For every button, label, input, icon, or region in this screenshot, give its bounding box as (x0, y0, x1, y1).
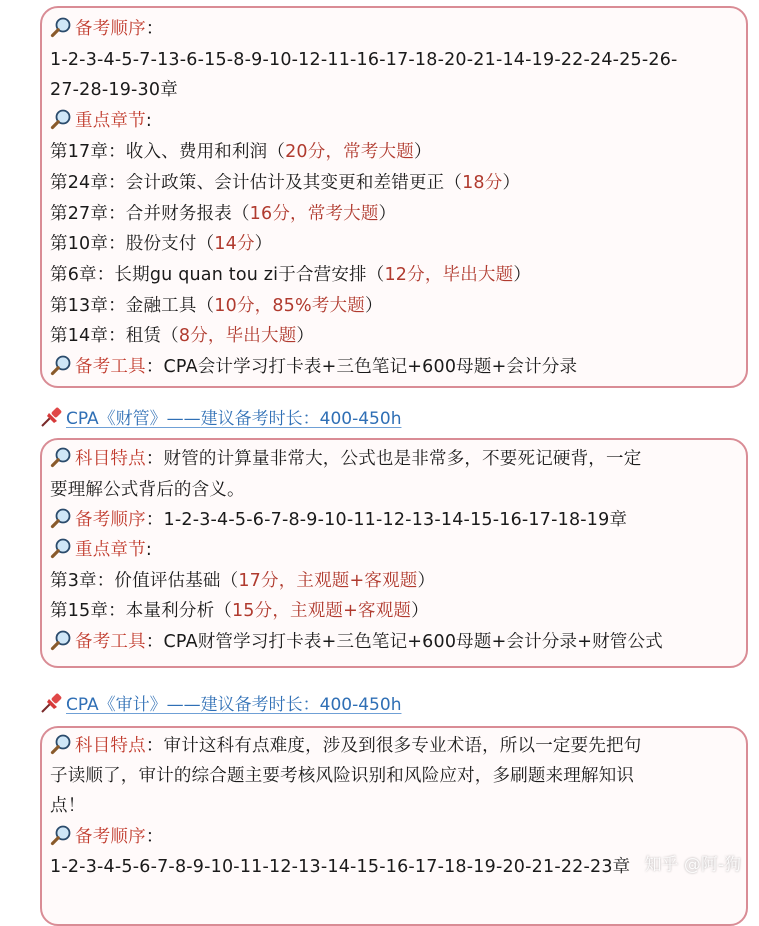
chapter-note: 10分，85%考大题 (214, 296, 365, 316)
chapter-note: 8分，毕出大题 (178, 326, 297, 346)
magnifier-icon (50, 733, 72, 755)
chapter-note: 15分，主观题+客观题 (231, 601, 412, 621)
pushpin-icon (40, 406, 64, 428)
chapter-title: 第17章：收入、费用和利润（ (50, 142, 286, 162)
chapter-suffix: ） (417, 571, 436, 591)
chapter-line (50, 596, 429, 626)
section3-feature-line3: 点！ (50, 796, 86, 816)
order-label: 备考顺序 (75, 510, 146, 530)
chapter-suffix: ） (502, 173, 521, 193)
section3-order-line: 1-2-3-4-5-6-7-8-9-10-11-12-13-14-15-16-17-18-19-20-21-22-23章 (50, 857, 631, 877)
section2-tool-line (50, 627, 663, 657)
feature-text: ：财管的计算量非常大，公式也是非常多，不要死记硬背，一定 (145, 449, 642, 469)
section1-order-line1: 1-2-3-4-5-7-13-6-15-8-9-10-12-11-16-17-18-20-21-14-19-22-24-25-26- (50, 50, 678, 70)
order-label: 备考顺序 (75, 19, 146, 39)
chapter-line (50, 291, 383, 321)
colon: : (145, 111, 152, 131)
chapter-title: 第10章：股份支付（ (50, 234, 215, 254)
section2-feature-line1 (50, 444, 641, 474)
chapter-title: 第6章：长期gu quan tou zi于合营安排（ (50, 265, 385, 285)
chapter-line (50, 260, 531, 290)
chapter-suffix: ） (413, 142, 432, 162)
chapter-line (50, 137, 432, 167)
pushpin-icon (40, 692, 64, 714)
section1-order-heading (50, 14, 164, 44)
order-label: 备考顺序 (75, 827, 146, 847)
chapter-line (50, 229, 272, 259)
chapter-line (50, 168, 520, 198)
chapter-note: 12分，毕出大题 (384, 265, 514, 285)
chapter-note: 14分 (214, 234, 255, 254)
chapter-title: 第13章：金融工具（ (50, 296, 215, 316)
feature-label: 科目特点 (75, 449, 146, 469)
magnifier-icon (50, 507, 72, 529)
chapter-line (50, 321, 314, 351)
section3-feature-line2: 子读顺了，审计的综合题主要考核风险识别和风险应对，多刷题来理解知识 (50, 766, 635, 786)
magnifier-icon (50, 108, 72, 130)
heading-text: CPA《财管》——建议备考时长：400-450h (66, 409, 402, 429)
chapter-note: 17分，主观题+客观题 (238, 571, 418, 591)
section2-order-line (50, 505, 627, 535)
section3-order-heading (50, 822, 164, 852)
chapter-suffix: ） (513, 265, 532, 285)
chapter-suffix: ） (364, 296, 383, 316)
colon: : (145, 540, 152, 560)
chapter-suffix: ） (254, 234, 273, 254)
section-heading-shenji[interactable] (40, 692, 401, 718)
chapter-title: 第3章：价值评估基础（ (50, 571, 239, 591)
order-text: ：1-2-3-4-5-6-7-8-9-10-11-12-13-14-15-16-17-18-19章 (145, 510, 628, 530)
magnifier-icon (50, 16, 72, 38)
section2-feature-line2: 要理解公式背后的含义。 (50, 480, 245, 500)
chapter-note: 16分，常考大题 (249, 204, 379, 224)
chapter-title: 第14章：租赁（ (50, 326, 179, 346)
tool-text: ：CPA会计学习打卡表+三色笔记+600母题+会计分录 (145, 357, 578, 377)
chapter-suffix: ） (378, 204, 397, 224)
magnifier-icon (50, 824, 72, 846)
chapter-suffix: ） (296, 326, 315, 346)
chapter-title: 第27章：合并财务报表（ (50, 204, 250, 224)
colon: ： (145, 827, 164, 847)
chapter-note: 18分 (462, 173, 503, 193)
feature-text: ：审计这科有点难度，涉及到很多专业术语，所以一定要先把句 (145, 736, 642, 756)
feature-label: 科目特点 (75, 736, 146, 756)
magnifier-icon (50, 446, 72, 468)
magnifier-icon (50, 537, 72, 559)
section1-key-heading (50, 106, 152, 136)
watermark: 知乎 @阿-狗 (644, 855, 741, 875)
chapter-line (50, 566, 435, 596)
section1-tool-line (50, 352, 577, 382)
section-heading-caiguan[interactable] (40, 406, 401, 432)
key-label: 重点章节 (75, 111, 146, 131)
section1-order-line2: 27-28-19-30章 (50, 80, 178, 100)
tool-label: 备考工具 (75, 632, 146, 652)
chapter-title: 第15章：本量利分析（ (50, 601, 232, 621)
tool-text: ：CPA财管学习打卡表+三色笔记+600母题+会计分录+财管公式 (145, 632, 663, 652)
chapter-title: 第24章：会计政策、会计估计及其变更和差错更正（ (50, 173, 463, 193)
magnifier-icon (50, 354, 72, 376)
section3-feature-line1 (50, 731, 641, 761)
key-label: 重点章节 (75, 540, 146, 560)
tool-label: 备考工具 (75, 357, 146, 377)
heading-text: CPA《审计》——建议备考时长：400-450h (66, 695, 402, 715)
magnifier-icon (50, 629, 72, 651)
section2-key-heading (50, 535, 152, 565)
chapter-line (50, 199, 396, 229)
colon: ： (145, 19, 164, 39)
chapter-suffix: ） (411, 601, 429, 621)
chapter-note: 20分，常考大题 (285, 142, 414, 162)
